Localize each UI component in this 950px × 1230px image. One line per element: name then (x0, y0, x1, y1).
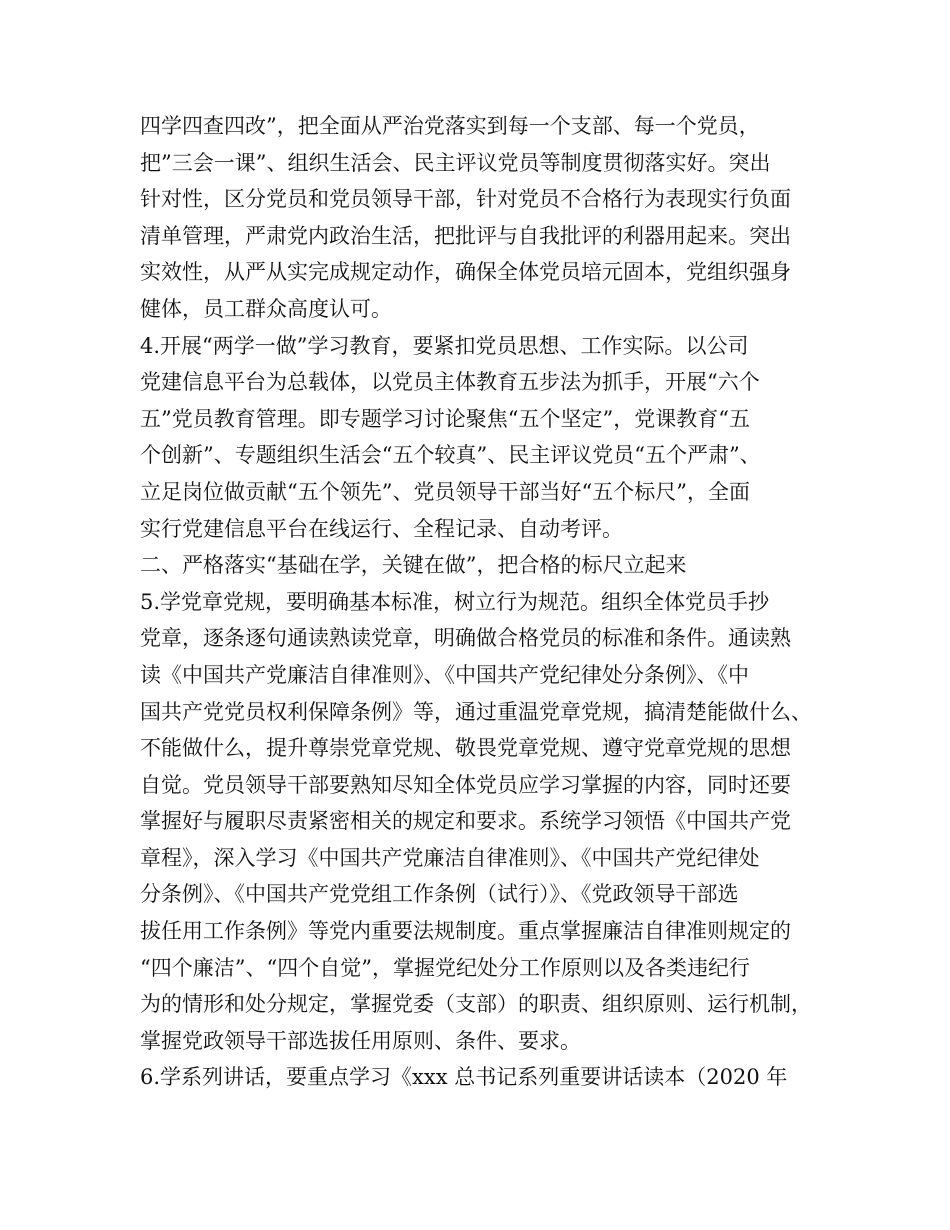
text-line: 五”党员教育管理。即专题学习讨论聚焦“五个坚定”，党课教育“五 (140, 406, 750, 431)
text-line: 读《中国共产党廉洁自律准则》、《中国共产党纪律处分条例》、《中 (140, 662, 749, 687)
text-line: 健体，员工群众高度认可。 (140, 296, 392, 321)
body-text (140, 108, 830, 1096)
text-line: 自觉。党员领导干部要熟知尽知全体党员应学习掌握的内容，同时还要 (140, 772, 791, 797)
text-line: 四学四查四改”，把全面从严治党落实到每一个支部、每一个党员， (140, 114, 760, 138)
paragraph-5-line: 5.学党章党规，要明确基本标准，树立行为规范。组织全体党员手抄 (140, 589, 770, 614)
paragraph-4-line: 4.开展“两学一做”学习教育，要紧扣党员思想、工作实际。以公司 (140, 333, 749, 358)
text-line: 掌握党政领导干部选拔任用原则、条件、要求。 (140, 1028, 581, 1053)
text-line: 实行党建信息平台在线运行、全程记录、自动考评。 (140, 516, 623, 541)
text-line: 分条例》、《中国共产党党组工作条例（试行）》、《党政领导干部选 (140, 882, 739, 907)
text-line: 党建信息平台为总载体，以党员主体教育五步法为抓手，开展“六个 (140, 370, 760, 395)
text-line: 立足岗位做贡献“五个领先”、党员领导干部当好“五个标尺”，全面 (140, 479, 750, 504)
text-line: 实效性，从严从实完成规定动作，确保全体党员培元固本，党组织强身 (140, 260, 791, 285)
text-line: 章程》，深入学习《中国共产党廉洁自律准则》、《中国共产党纪律处 (140, 845, 760, 870)
text-line: 为的情形和处分规定，掌握党委（支部）的职责、组织原则、运行机制， (140, 992, 812, 1017)
text-line: “四个廉洁”、“四个自觉”，掌握党纪处分工作原则以及各类违纪行 (140, 955, 750, 980)
text-line: 把”三会一课”、组织生活会、民主评议党员等制度贯彻落实好。突出 (140, 150, 771, 175)
text-line: 个创新”、专题组织生活会“五个较真”、民主评议党员“五个严肃”、 (140, 443, 761, 468)
text-line: 拔任用工作条例》等党内重要法规制度。重点掌握廉洁自律准则规定的 (140, 919, 791, 944)
section-heading-2: 二、严格落实“基础在学，关键在做”，把合格的标尺立起来 (140, 553, 687, 578)
paragraph-6-line: 6.学系列讲话，要重点学习《xxx 总书记系列重要讲话读本（2020 年 (140, 1065, 788, 1090)
text-line: 不能做什么，提升尊崇党章党规、敬畏党章党规、遵守党章党规的思想 (140, 736, 791, 761)
text-line: 国共产党党员权利保障条例》等，通过重温党章党规，搞清楚能做什么、 (140, 699, 812, 724)
text-line: 清单管理，严肃党内政治生活，把批评与自我批评的利器用起来。突出 (140, 223, 791, 248)
text-line: 掌握好与履职尽责紧密相关的规定和要求。系统学习领悟《中国共产党 (140, 809, 791, 834)
text-line: 党章，逐条逐句通读熟读党章，明确做合格党员的标准和条件。通读熟 (140, 626, 791, 651)
text-line: 针对性，区分党员和党员领导干部，针对党员不合格行为表现实行负面 (140, 187, 791, 212)
